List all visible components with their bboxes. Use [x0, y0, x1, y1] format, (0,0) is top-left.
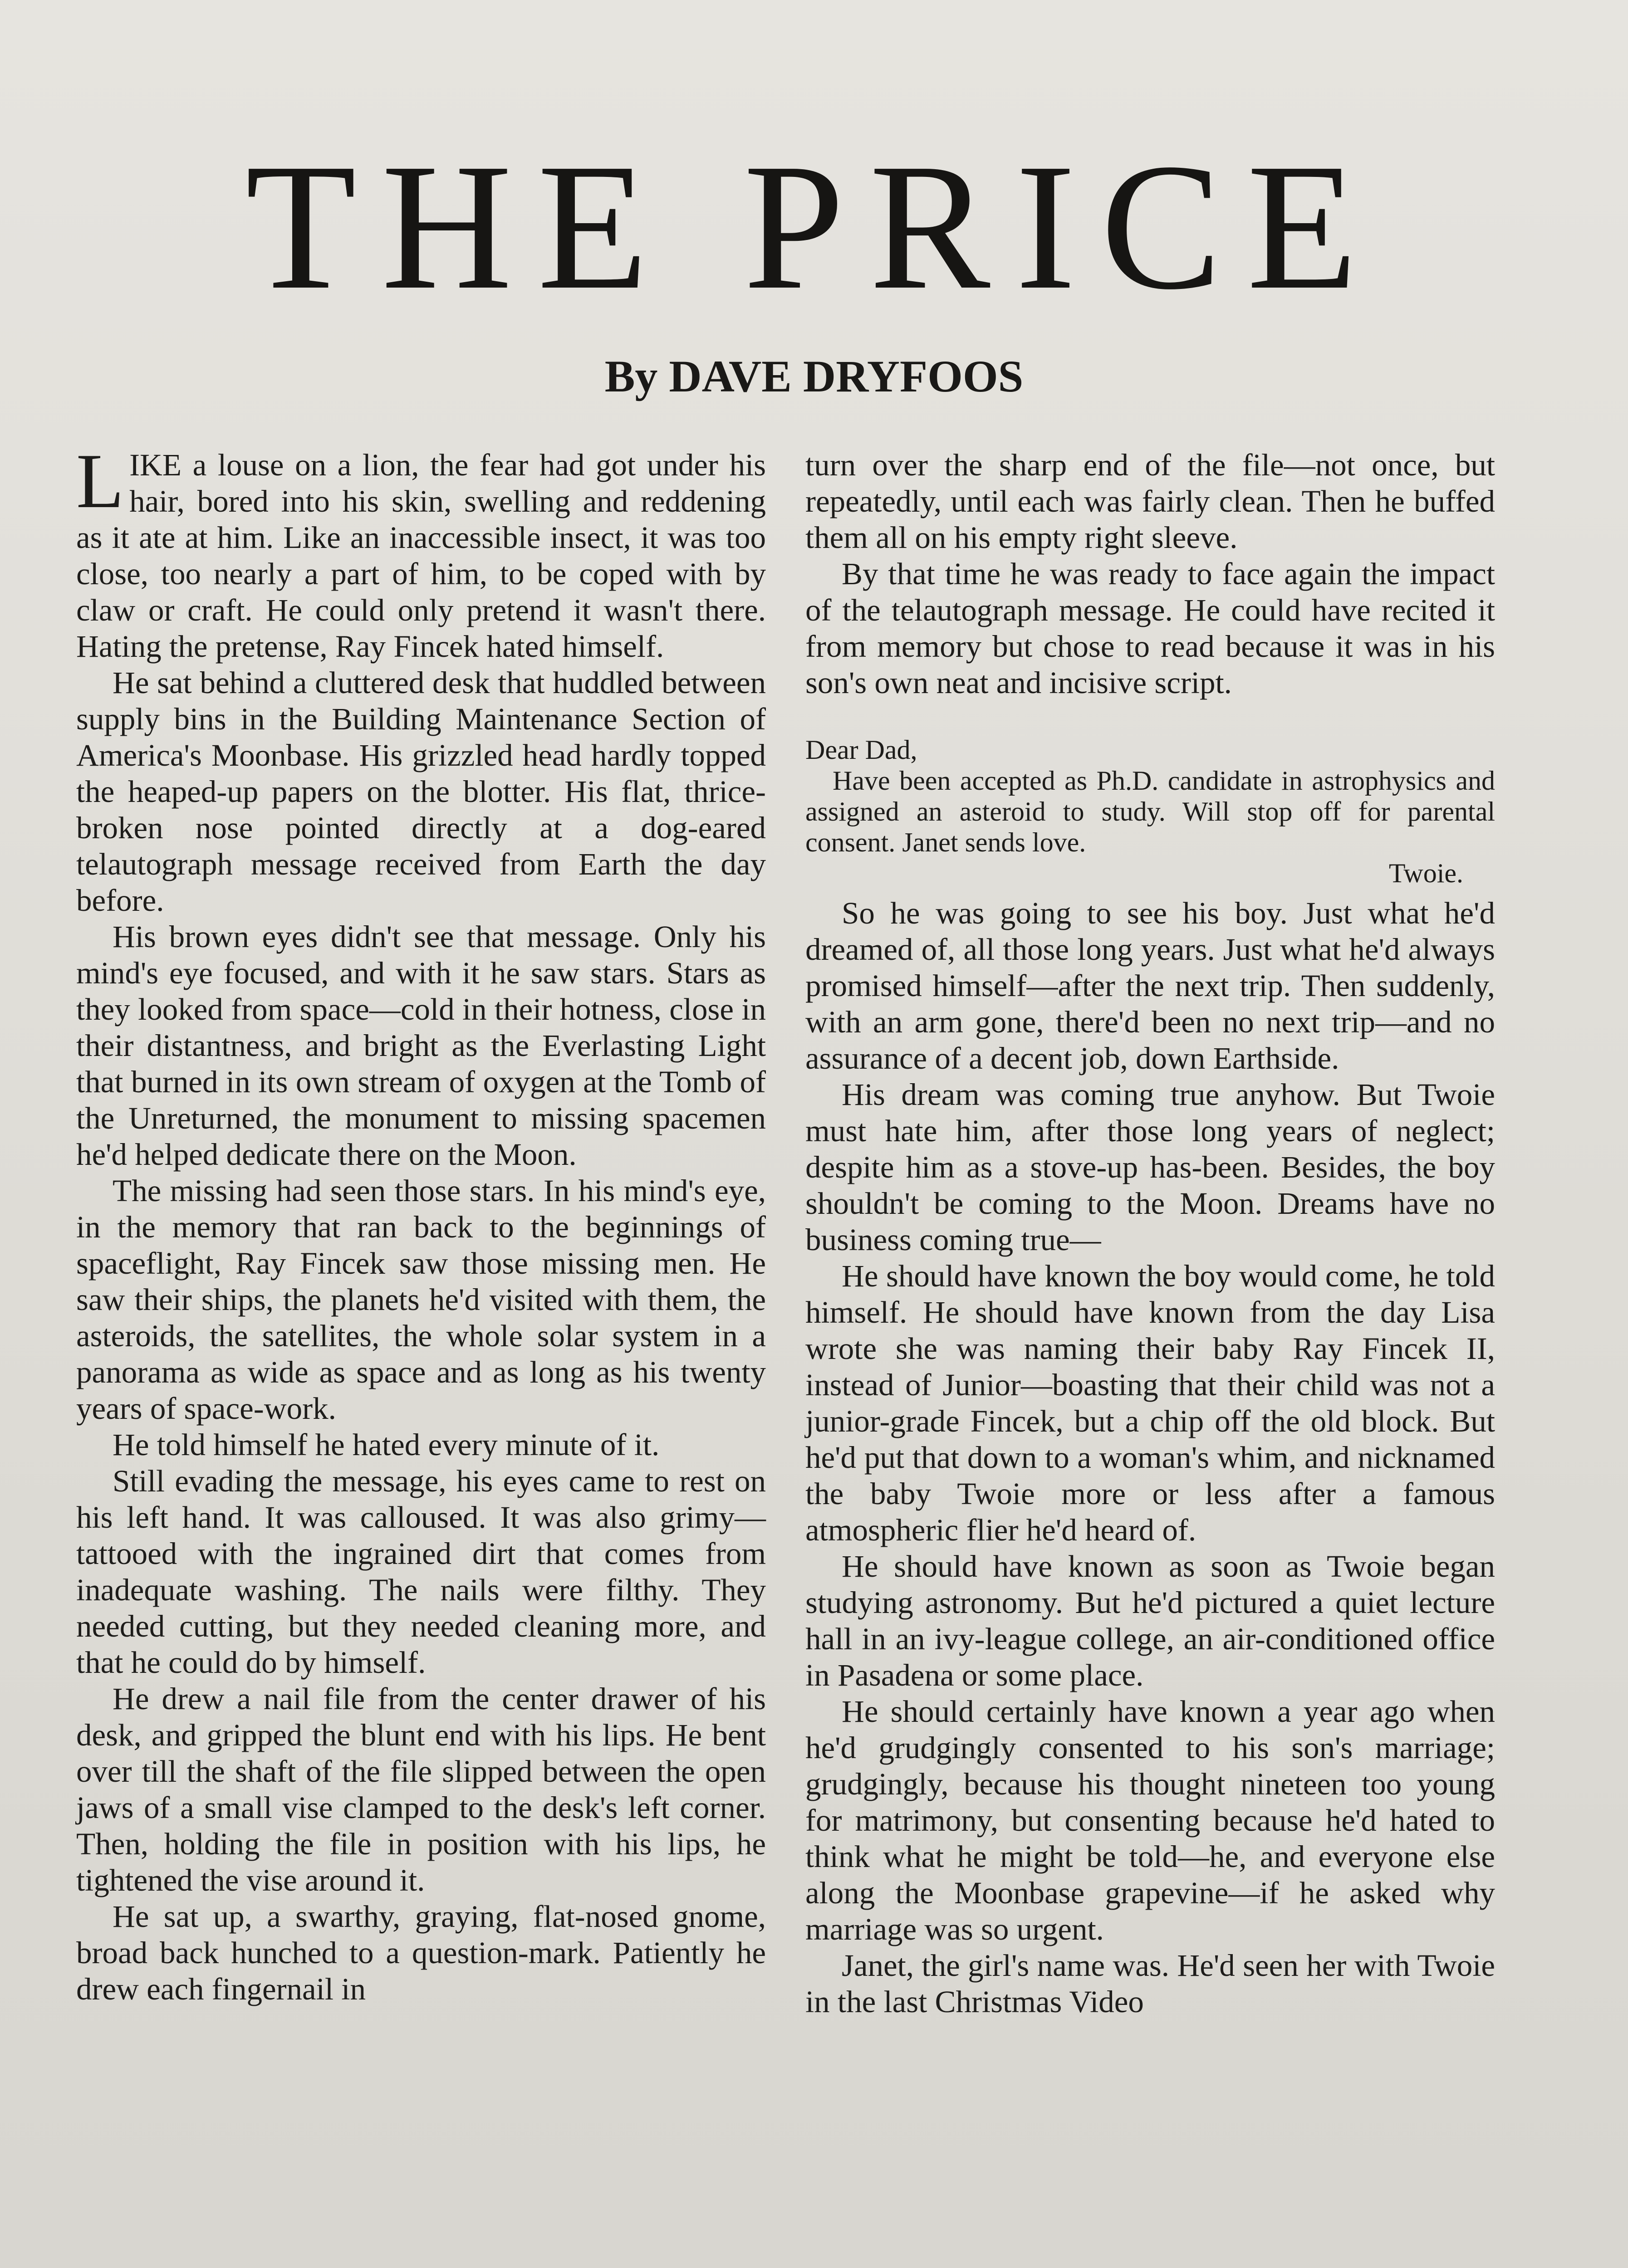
paragraph: By that time he was ready to face again the impact of the telautograph message. He could have recited it from memory but chose to read because it was in his son's own neat and incisive script. [805, 557, 1495, 700]
paragraph: He should have known the boy would come, he told himself. He should have known from the day Lisa wrote she was naming their baby Ray Fincek II, instead of Junior—boasting that their child was not a junior-grade Fincek, but a chip off the old block. But he'd put that down to a woman's whim, and nicknamed the baby Twoie more or less after a famous atmospheric flier he'd heard of. [805, 1259, 1495, 1547]
paragraph: The missing had seen those stars. In his mind's eye, in the memory that ran back to the beginnings of spaceflight, Ray Fincek saw those missing men. He saw their ships, the planets he'd visited with them, the asteroids, the satellites, the whole solar system in a panorama as wide as space and as long as his twenty years of space-work. [76, 1173, 766, 1426]
paragraph: Janet, the girl's name was. He'd seen her with Twoie in the last Christmas Video [805, 1948, 1495, 2019]
paragraph: He drew a nail file from the center drawer of his desk, and gripped the blunt end with his lips. He bent over till the shaft of the file slipped between the open jaws of a small vise clamped to the desk's left corner. Then, holding the file in position with his lips, he tightened the vise around it. [76, 1681, 766, 1897]
paragraph: He should have known as soon as Twoie began studying astronomy. But he'd pictured a quiet lecture hall in an ivy-league college, an air-conditioned office in Pasadena or some place. [805, 1549, 1495, 1692]
telautograph-letter [805, 734, 1495, 889]
paragraph: He sat up, a swarthy, graying, flat-nosed gnome, broad back hunched to a question-mark. Patiently he drew each fingernail in [76, 1899, 766, 2006]
letter-signature: Twoie. [1388, 858, 1463, 888]
text-column-right [805, 447, 1495, 2020]
paragraph: He should certainly have known a year ago when he'd grudgingly consented to his son's marriage; grudgingly, because his thought nineteen too young for matrimony, but consenting because he'd hated to think what he might be told—he, and everyone else along the Moonbase grapevine—if he asked why marriage was so urgent. [805, 1694, 1495, 1946]
paragraph: He sat behind a cluttered desk that huddled between supply bins in the Building Maintenance Section of America's Moonbase. His grizzled head hardly topped the heaped-up papers on the blotter. His flat, thrice-broken nose pointed directly at a dog-eared telautograph message received from Earth the day before. [76, 665, 766, 918]
opening-paragraph-text: IKE a louse on a lion, the fear had got under his hair, bored into his skin, swelling and reddening as it ate at him. Like an inaccessible insect, it was too close, too nearly a part of him, to be coped with by claw or craft. He could only pretend it wasn't there. Hating the pretense, Ray Fincek hated himself. [76, 448, 766, 664]
paragraph: He told himself he hated every minute of it. [113, 1427, 660, 1462]
letter-body: Have been accepted as Ph.D. candidate in astrophysics and assigned an asteroid to study. Will stop off for parental consent. Janet sends love. [805, 766, 1495, 857]
drop-cap: L [76, 438, 124, 524]
paragraph: His dream was coming true anyhow. But Twoie must hate him, after those long years of neglect; despite him as a stove-up has-been. Besides, the boy shouldn't be coming to the Moon. Dreams have no business coming true— [805, 1077, 1495, 1257]
text-column-left [76, 438, 766, 2007]
paragraph: So he was going to see his boy. Just what he'd dreamed of, all those long years. Just what he'd always promised himself—after the next trip. Then suddenly, with an arm gone, there'd been no next trip—and no assurance of a decent job, down Earthside. [805, 896, 1495, 1075]
story-title: THE PRICE [245, 126, 1383, 327]
byline: By DAVE DRYFOOS [604, 351, 1024, 401]
paragraph: His brown eyes didn't see that message. Only his mind's eye focused, and with it he saw stars. Stars as they looked from space—cold in their hotness, close in their distantness, and bright as the Everlasting Light that burned in its own stream of oxygen at the Tomb of the Unreturned, the monument to missing spacemen he'd helped dedicate there on the Moon. [76, 919, 766, 1172]
continued-paragraph: turn over the sharp end of the file—not once, but repeatedly, until each was fairly clean. Then he buffed them all on his empty right sleeve. [805, 448, 1495, 555]
paragraph: Still evading the message, his eyes came to rest on his left hand. It was calloused. It was also grimy—tattooed with the ingrained dirt that comes from inadequate washing. The nails were filthy. They needed cutting, but they needed cleaning more, and that he could do by himself. [76, 1464, 766, 1680]
opening-paragraph [76, 438, 766, 665]
letter-salutation: Dear Dad, [805, 735, 917, 765]
